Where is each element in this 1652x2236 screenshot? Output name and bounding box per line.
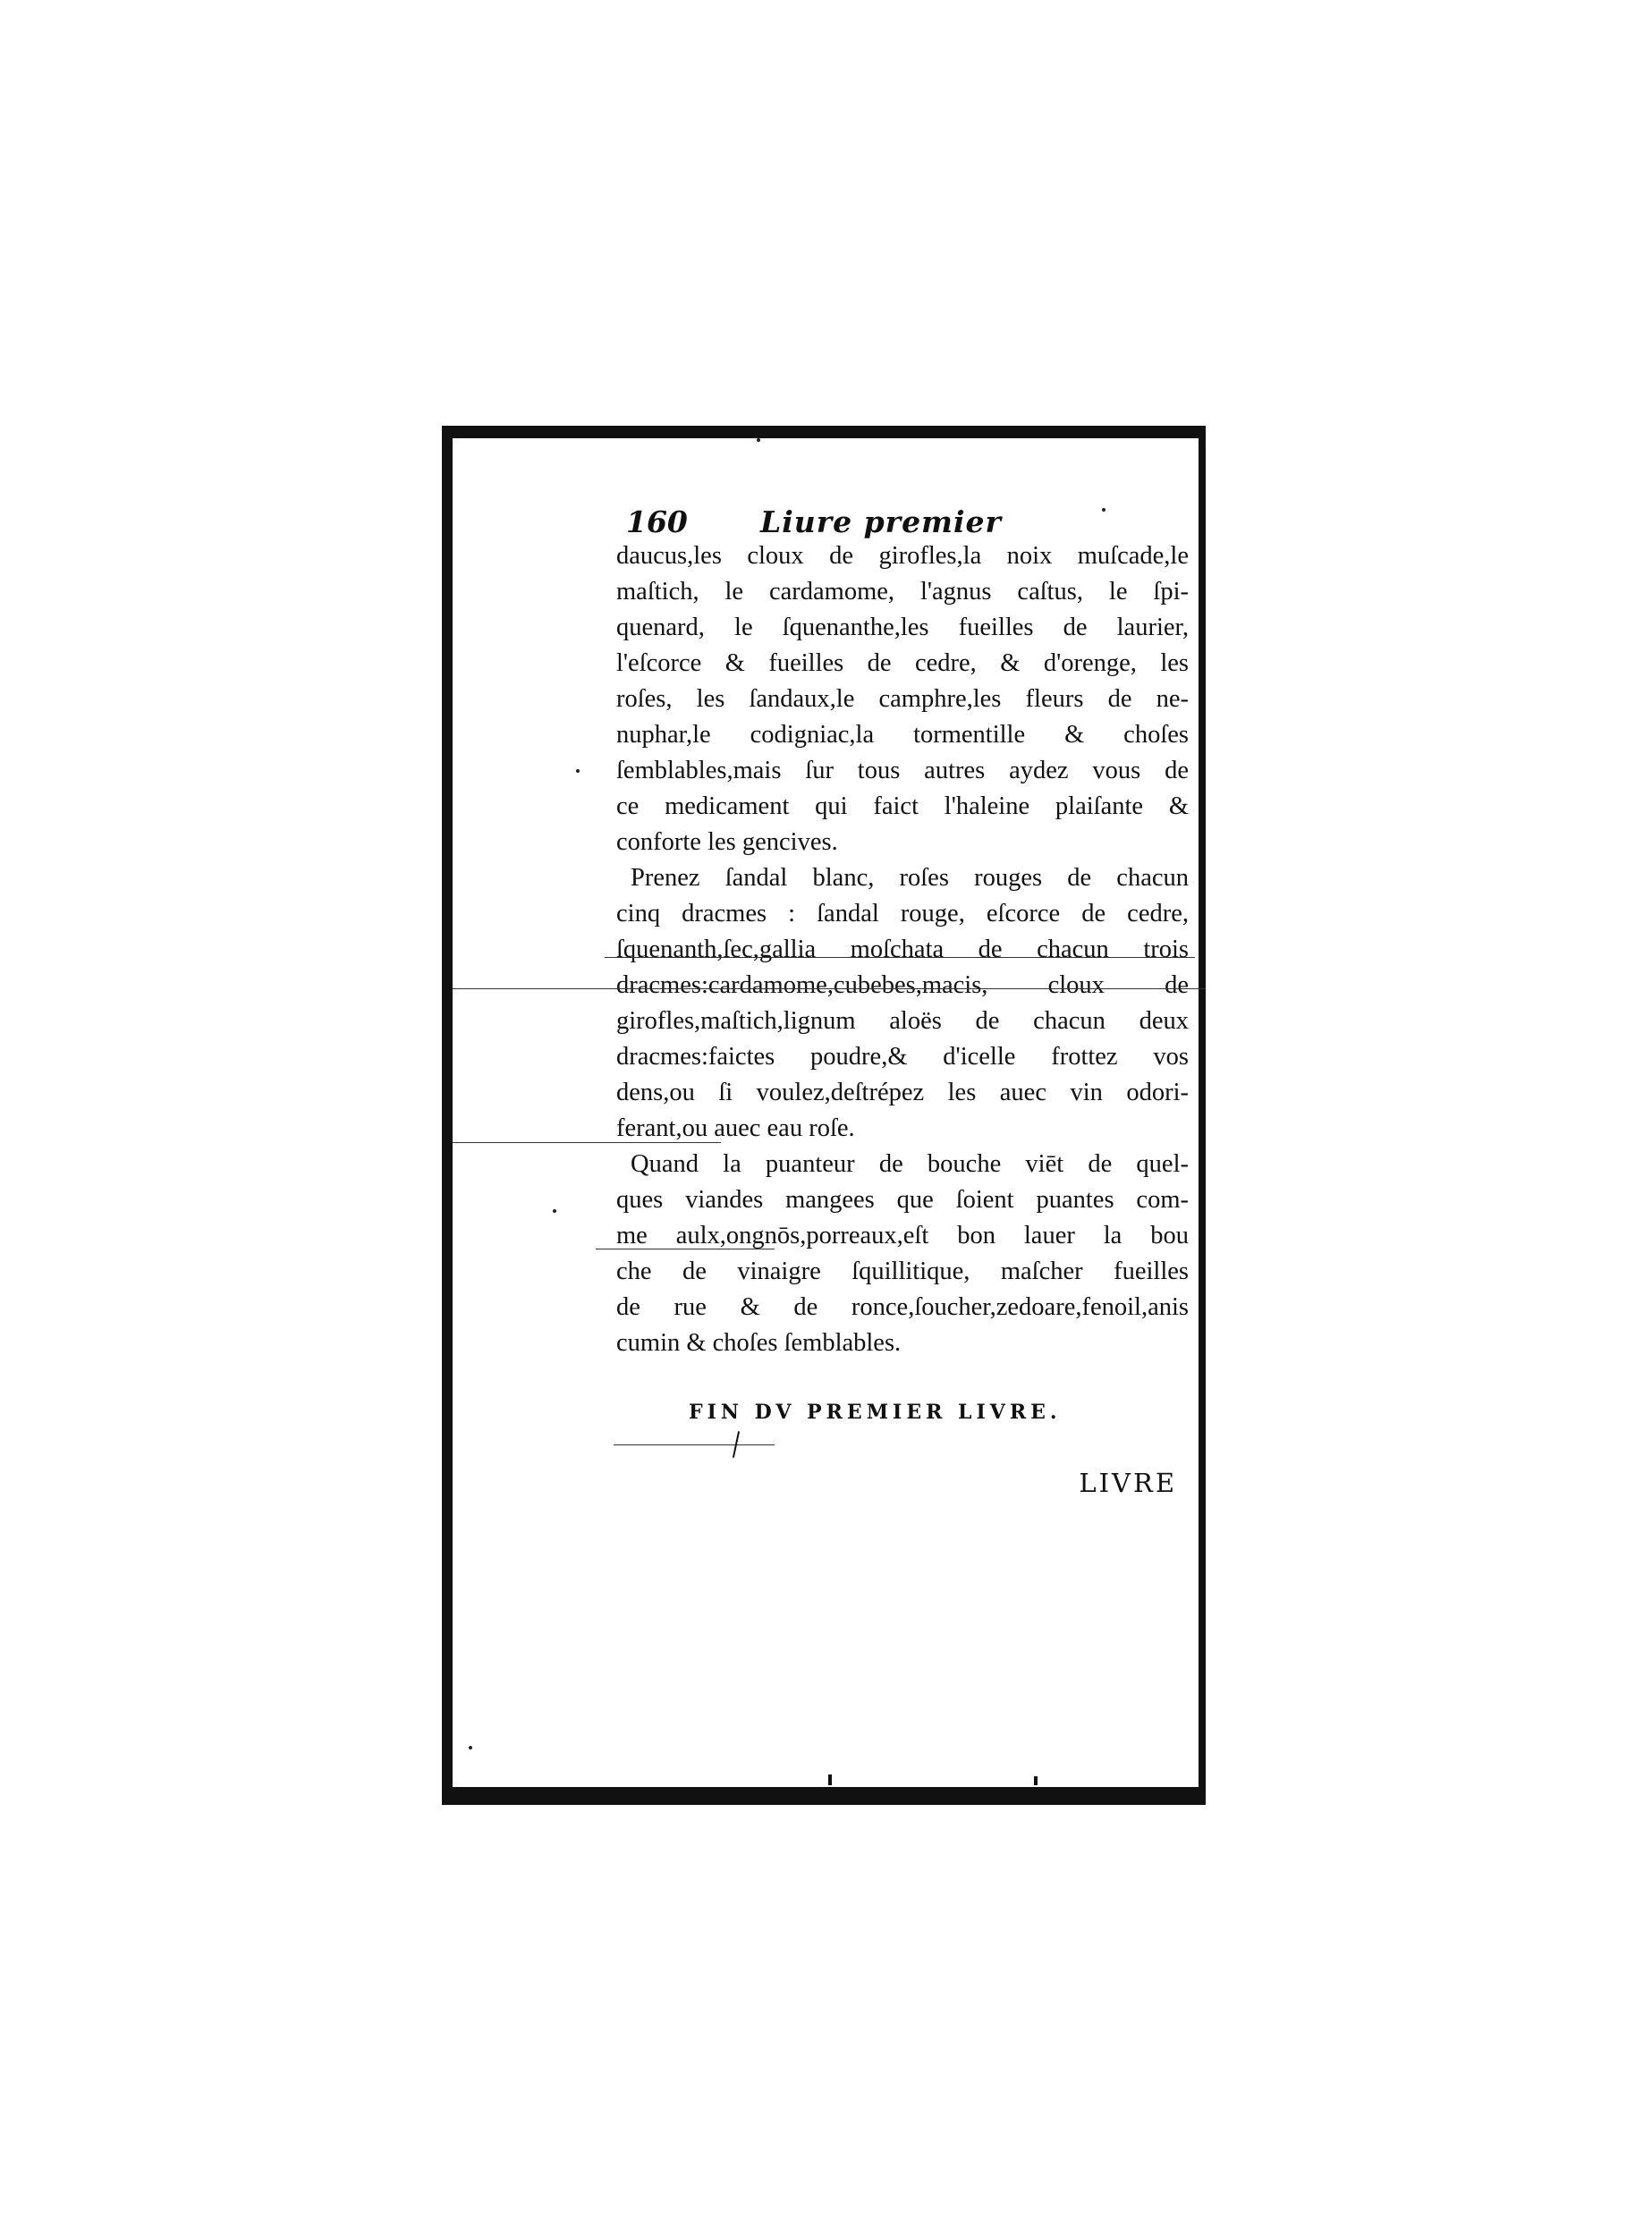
text-line: Prenez ſandal blanc, roſes rouges de chacun bbox=[631, 864, 1189, 892]
text-line: ques viandes mangees que ſoient puantes com- bbox=[616, 1186, 1189, 1214]
scan-rule bbox=[453, 1142, 721, 1143]
scan-edge-mark bbox=[828, 1774, 832, 1785]
text-line: girofles,maſtich,lignum aloës de chacun deux bbox=[616, 1007, 1189, 1035]
text-line: ce medicament qui faict l'haleine plaiſante & bbox=[616, 792, 1189, 820]
text-line: maſtich, le cardamome, l'agnus caſtus, le ſpi- bbox=[616, 578, 1189, 606]
text-line: ſemblables,mais ſur tous autres aydez vous de bbox=[616, 757, 1189, 784]
page-scan bbox=[442, 426, 1206, 1805]
text-line: cinq dracmes : ſandal rouge, eſcorce de cedre, bbox=[616, 900, 1189, 927]
scan-edge-mark bbox=[1034, 1776, 1038, 1785]
scan-rule bbox=[605, 957, 1195, 958]
text-line: l'eſcorce & fueilles de cedre, & d'orenge, les bbox=[616, 649, 1189, 677]
text-line: nuphar,le codigniac,la tormentille & choſes bbox=[616, 721, 1189, 749]
catchword: LIVRE bbox=[1079, 1468, 1177, 1498]
text-line: che de vinaigre ſquillitique, maſcher fueilles bbox=[616, 1258, 1189, 1285]
page-number: 160 bbox=[626, 504, 688, 539]
text-line: dens,ou ſi voulez,deſtrépez les auec vin odori- bbox=[616, 1079, 1189, 1106]
running-head bbox=[626, 504, 1127, 540]
scan-speck bbox=[553, 1209, 556, 1213]
text-line: quenard, le ſquenanthe,les fueilles de laurier, bbox=[616, 614, 1189, 641]
colophon: FIN DV PREMIER LIVRE. bbox=[689, 1401, 1062, 1424]
scan-rule bbox=[453, 988, 1206, 989]
scan-speck bbox=[1102, 508, 1106, 512]
body-text bbox=[616, 538, 1189, 1361]
text-line: me aulx,ongnōs,porreaux,eſt bon lauer la bou bbox=[616, 1222, 1189, 1249]
text-line: de rue & de ronce,ſoucher,zedoare,fenoil,anis bbox=[616, 1293, 1189, 1321]
scan-rule bbox=[614, 1444, 775, 1445]
running-title: Liure premier bbox=[760, 504, 1002, 539]
text-line: ſquenanth,ſec,gallia moſchata de chacun trois bbox=[616, 936, 1189, 963]
text-line: ferant,ou auec eau roſe. bbox=[616, 1114, 855, 1142]
text-line: dracmes:faictes poudre,& d'icelle frottez vos bbox=[616, 1043, 1189, 1071]
text-line: cumin & choſes ſemblables. bbox=[616, 1329, 902, 1357]
scan-speck bbox=[469, 1746, 472, 1749]
scan-speck bbox=[576, 769, 580, 773]
text-line: roſes, les ſandaux,le camphre,les fleurs de ne- bbox=[616, 685, 1189, 713]
scan-speck bbox=[757, 438, 760, 442]
text-line: dracmes:cardamome,cubebes,macis, cloux de bbox=[616, 971, 1189, 999]
text-line: daucus,les cloux de girofles,la noix muſcade,le bbox=[616, 542, 1189, 570]
text-line: conforte les gencives. bbox=[616, 828, 838, 856]
text-line: Quand la puanteur de bouche viēt de quel- bbox=[631, 1150, 1189, 1178]
